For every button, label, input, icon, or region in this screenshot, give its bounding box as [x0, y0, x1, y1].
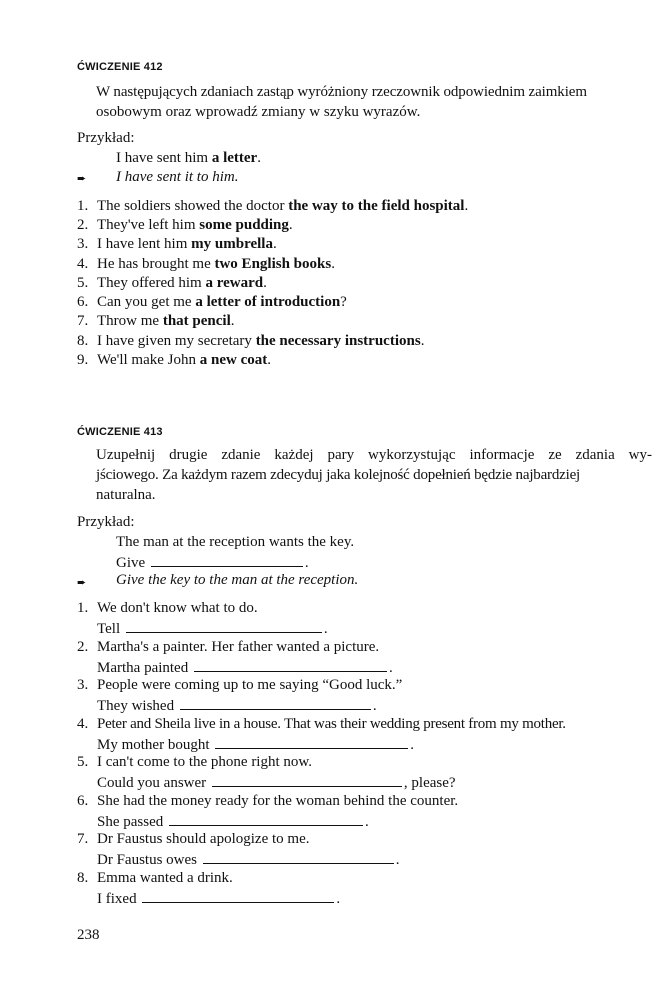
item-end: . — [267, 352, 271, 368]
item-highlight: the way to the field hospital — [288, 198, 465, 214]
prompt-text: She passed — [97, 814, 164, 830]
list-item — [97, 294, 347, 311]
answer-blank[interactable] — [215, 735, 408, 749]
list-item-number: 1. — [77, 198, 89, 214]
answer-blank[interactable] — [194, 658, 387, 672]
example-sentence — [116, 150, 261, 167]
list-item-sentence: People were coming up to me saying “Good luck.” — [97, 677, 403, 693]
item-end: . — [288, 217, 293, 233]
list-item-number: 2. — [77, 217, 89, 233]
list-item-prompt — [97, 889, 340, 908]
answer-blank[interactable] — [212, 773, 402, 787]
item-highlight: a new coat — [199, 352, 268, 368]
prompt-end: . — [323, 621, 328, 637]
answer-blank[interactable] — [142, 889, 334, 903]
list-item — [97, 198, 468, 215]
item-text: They offered him — [97, 275, 206, 291]
list-item-sentence: Dr Faustus should apologize to me. — [97, 831, 310, 847]
example-text: I have sent him — [116, 150, 212, 166]
example-answer: I have sent it to him. — [116, 169, 239, 185]
list-item — [97, 313, 235, 330]
item-end: . — [420, 333, 425, 349]
item-end: . — [464, 198, 469, 214]
item-highlight: that pencil — [162, 313, 231, 329]
item-text: Can you get me — [97, 294, 196, 310]
item-end: . — [272, 236, 277, 252]
list-item-number: 6. — [77, 793, 89, 809]
answer-blank[interactable] — [151, 553, 303, 567]
prompt-end: . — [410, 737, 414, 753]
item-end: . — [263, 275, 267, 291]
list-item-number: 8. — [77, 333, 89, 349]
answer-blank[interactable] — [126, 619, 322, 633]
example-label: Przykład: — [77, 130, 135, 146]
item-highlight: some pudding — [199, 217, 289, 233]
prompt-text: Dr Faustus owes — [97, 852, 197, 868]
list-item-number: 5. — [77, 754, 89, 770]
item-highlight: a letter of introduction — [195, 294, 341, 310]
prompt-text: They wished — [97, 698, 175, 714]
list-item-number: 7. — [77, 831, 89, 847]
list-item-number: 6. — [77, 294, 89, 310]
answer-blank[interactable] — [169, 812, 363, 826]
list-item-prompt — [97, 735, 414, 754]
prompt-text: My mother bought — [97, 737, 210, 753]
item-highlight: the necessary instructions — [255, 333, 421, 349]
prompt-end: . — [388, 660, 393, 676]
instruction-line: osobowym oraz wprowadź zmiany w szyku wyrazów. — [96, 104, 421, 120]
item-text: They've left him — [97, 217, 200, 233]
list-item-number: 2. — [77, 639, 89, 655]
prompt-text: Martha painted — [97, 660, 189, 676]
list-item-number: 4. — [77, 256, 89, 272]
exercise-413-instruction — [96, 445, 652, 505]
answer-blank[interactable] — [203, 850, 394, 864]
list-item-prompt — [97, 619, 328, 638]
exercise-412-title: ĆWICZENIE 412 — [77, 61, 163, 73]
list-item — [97, 217, 293, 234]
example-end: . — [257, 150, 261, 166]
list-item-number: 7. — [77, 313, 89, 329]
list-item-prompt — [97, 812, 369, 831]
list-item — [97, 352, 271, 369]
prompt-text: Could you answer — [97, 775, 207, 791]
item-text: Throw me — [97, 313, 163, 329]
list-item-sentence: Peter and Sheila live in a house. That was their wedding present from my mother. — [97, 716, 566, 732]
list-item-sentence: Martha's a painter. Her father wanted a picture. — [97, 639, 380, 655]
instruction-line: naturalna. — [96, 487, 156, 503]
list-item-number: 3. — [77, 236, 89, 252]
item-end: ? — [340, 294, 347, 310]
pointing-hand-icon: ➨ — [77, 172, 87, 185]
prompt-end: . — [336, 891, 341, 907]
example-label: Przykład: — [77, 514, 135, 530]
item-highlight: a reward — [205, 275, 264, 291]
list-item-number: 5. — [77, 275, 89, 291]
list-item-prompt — [97, 696, 377, 715]
prompt-end: . — [372, 698, 377, 714]
prompt-text: I fixed — [97, 891, 137, 907]
exercise-412-instruction — [96, 82, 652, 122]
pointing-hand-icon: ➨ — [77, 576, 87, 589]
example-prompt — [116, 553, 309, 572]
item-end: . — [331, 256, 335, 272]
list-item-sentence: Emma wanted a drink. — [97, 870, 233, 886]
list-item-number: 4. — [77, 716, 89, 732]
item-end: . — [230, 313, 235, 329]
prompt-text: Tell — [97, 621, 121, 637]
list-item-prompt — [97, 658, 393, 677]
prompt-end: . — [304, 555, 309, 571]
item-text: I have given my secretary — [97, 333, 256, 349]
list-item-sentence: I can't come to the phone right now. — [97, 754, 313, 770]
list-item-sentence: She had the money ready for the woman behind the counter. — [97, 793, 459, 809]
item-highlight: two English books — [214, 256, 332, 272]
list-item-number: 1. — [77, 600, 89, 616]
page-number: 238 — [77, 927, 100, 943]
instruction-line: Uzupełnij drugie zdanie każdej pary wykorzystując informacje ze zdania wy- — [96, 447, 652, 463]
list-item-sentence: We don't know what to do. — [97, 600, 258, 616]
prompt-text: Give — [116, 555, 146, 571]
example-answer: Give the key to the man at the reception. — [116, 572, 359, 588]
list-item-number: 9. — [77, 352, 89, 368]
item-text: I have lent him — [97, 236, 192, 252]
instruction-line: jściowego. Za każdym razem zdecyduj jaka kolejność dopełnień będzie najbardziej — [96, 467, 580, 483]
prompt-end: . — [365, 814, 369, 830]
example-highlight: a letter — [211, 150, 258, 166]
list-item — [97, 333, 424, 350]
prompt-end: , please? — [403, 775, 456, 791]
instruction-line: W następujących zdaniach zastąp wyróżniony rzeczownik odpowiednim zaimkiem — [96, 84, 587, 100]
answer-blank[interactable] — [180, 696, 371, 710]
list-item — [97, 275, 267, 292]
example-sentence: The man at the reception wants the key. — [116, 534, 355, 550]
exercise-413-title: ĆWICZENIE 413 — [77, 426, 163, 438]
list-item-prompt — [97, 850, 400, 869]
item-highlight: my umbrella — [191, 236, 273, 252]
list-item-number: 8. — [77, 870, 89, 886]
prompt-end: . — [395, 852, 400, 868]
item-text: He has brought me — [97, 256, 215, 272]
list-item — [97, 236, 277, 253]
list-item-number: 3. — [77, 677, 89, 693]
list-item-prompt — [97, 773, 456, 792]
item-text: We'll make John — [97, 352, 200, 368]
list-item — [97, 256, 335, 273]
item-text: The soldiers showed the doctor — [97, 198, 289, 214]
